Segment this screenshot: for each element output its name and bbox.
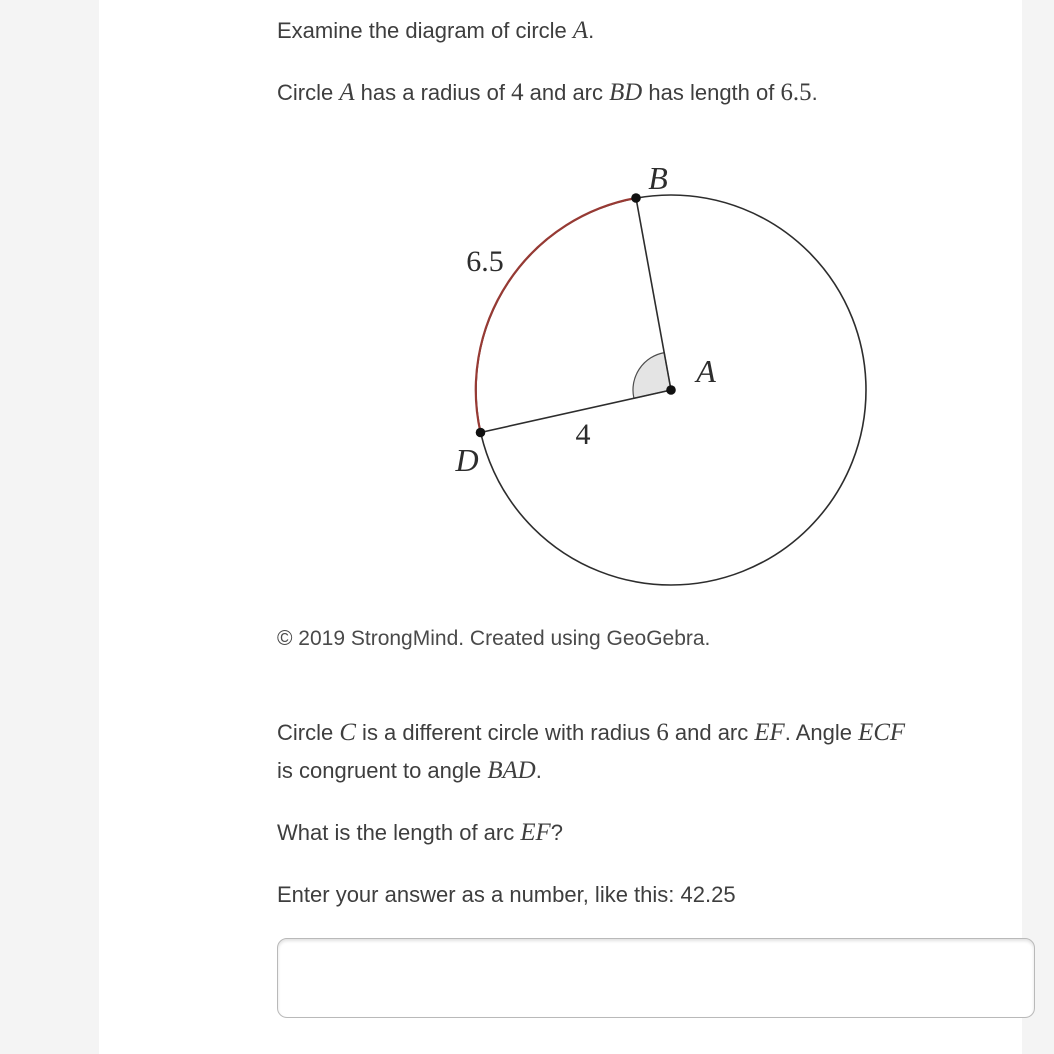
answer-input[interactable] xyxy=(277,938,1035,1018)
arc-length-label: 6.5 xyxy=(466,245,504,278)
radius-length-label: 4 xyxy=(575,418,591,451)
point-D-dot xyxy=(476,428,486,438)
answer-format-instructions: Enter your answer as a number, like this: 42.25 xyxy=(277,882,736,907)
question-panel xyxy=(99,0,1022,1054)
label-A: A xyxy=(696,353,716,389)
question-part2-text: Circle C is a different circle with radius 6 and arc EF. Angle ECF is congruent to angle BAD. xyxy=(277,719,906,784)
label-B: B xyxy=(648,160,668,196)
center-A-dot xyxy=(666,385,676,395)
point-B-dot xyxy=(631,193,641,203)
arc-BD xyxy=(476,198,636,433)
question-prompt-text: What is the length of arc EF? xyxy=(277,819,563,846)
label-D: D xyxy=(455,442,479,478)
circle-diagram xyxy=(429,148,889,610)
question-intro-text: Examine the diagram of circle A. xyxy=(277,17,595,44)
copyright-attribution: © 2019 StrongMind. Created using GeoGebra. xyxy=(277,627,711,650)
question-given-text: Circle A has a radius of 4 and arc BD has length of 6.5. xyxy=(277,79,818,106)
